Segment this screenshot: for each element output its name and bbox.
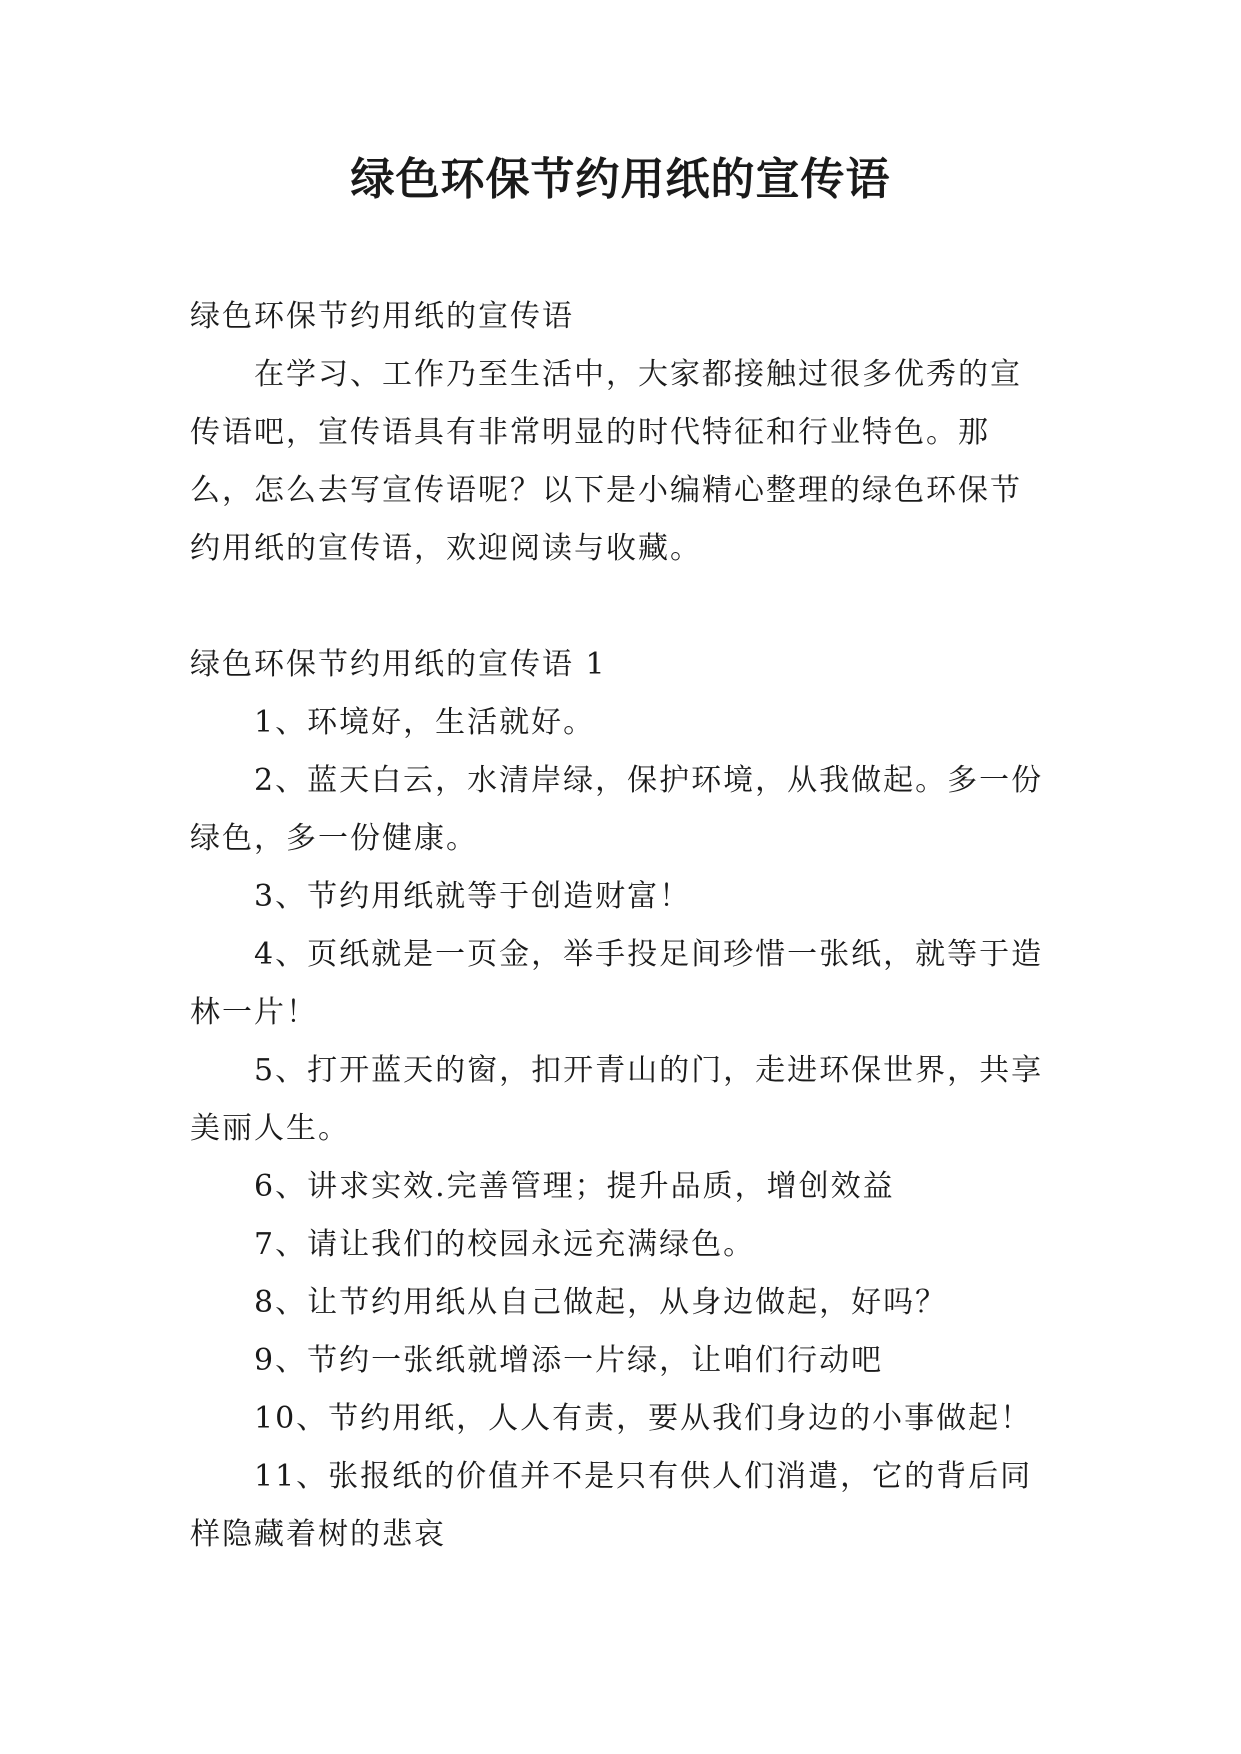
- slogan-item: 3、节约用纸就等于创造财富！: [254, 879, 692, 914]
- slogan-item: 11、张报纸的价值并不是只有供人们消遣，它的背后同样隐藏着树的悲哀: [190, 1459, 1033, 1552]
- slogan-item: 6、讲求实效.完善管理；提升品质，增创效益: [254, 1169, 895, 1204]
- slogan-item: 8、让节约用纸从自己做起，从身边做起，好吗？: [254, 1285, 948, 1320]
- document-body: [190, 288, 1050, 1564]
- intro-paragraph: 在学习、工作乃至生活中，大家都接触过很多优秀的宣传语吧，宣传语具有非常明显的时代特征和行业特色。那么，怎么去写宣传语呢？以下是小编精心整理的绿色环保节约用纸的宣传语，欢迎阅读与收藏。: [190, 357, 1022, 566]
- slogan-item: 4、页纸就是一页金，举手投足间珍惜一张纸，就等于造林一片！: [190, 937, 1044, 1030]
- section-heading: 绿色环保节约用纸的宣传语 1: [190, 647, 607, 682]
- slogan-item: 5、打开蓝天的窗，扣开青山的门，走进环保世界，共享美丽人生。: [190, 1053, 1044, 1146]
- paragraph-spacer: [190, 578, 1050, 636]
- slogan-item: 9、节约一张纸就增添一片绿，让咱们行动吧: [254, 1343, 884, 1378]
- document-title: 绿色环保节约用纸的宣传语: [350, 154, 891, 205]
- intro-heading: 绿色环保节约用纸的宣传语: [190, 299, 574, 334]
- slogan-item: 2、蓝天白云，水清岸绿，保护环境，从我做起。多一份绿色，多一份健康。: [190, 763, 1044, 856]
- slogan-item: 1、环境好，生活就好。: [254, 705, 596, 740]
- slogan-item: 7、请让我们的校园永远充满绿色。: [254, 1227, 756, 1262]
- slogan-item: 10、节约用纸，人人有责，要从我们身边的小事做起！: [254, 1401, 1033, 1436]
